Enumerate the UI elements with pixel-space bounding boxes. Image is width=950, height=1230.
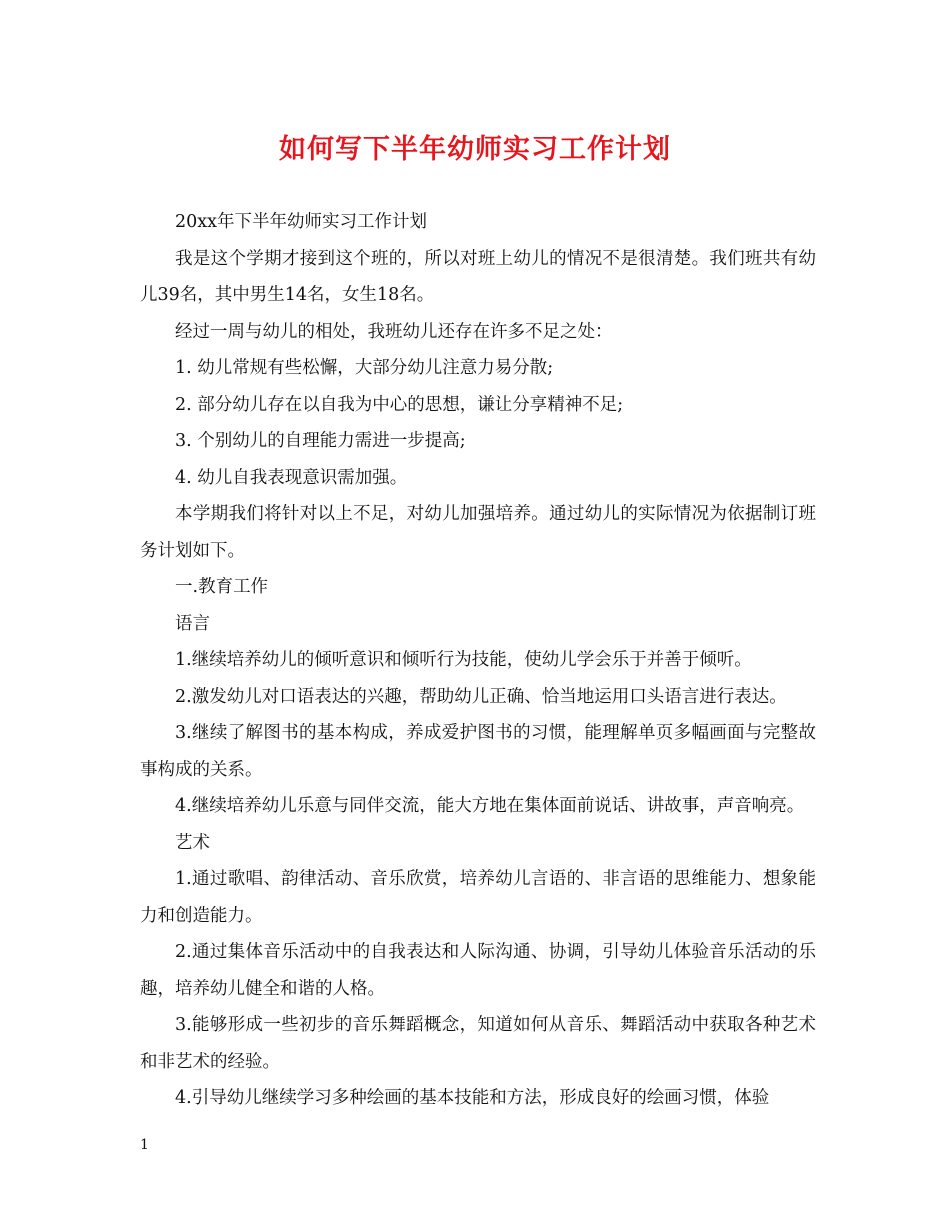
paragraph-shortcomings-intro: 经过一周与幼儿的相处，我班幼儿还存在许多不足之处： (175, 321, 613, 342)
paragraph-art-2: 2.通过集体音乐活动中的自我表达和人际沟通、协调，引导幼儿体验音乐活动的乐趣，培养幼儿健全和谐的人格。 (140, 942, 816, 999)
paragraph-plan-summary: 本学期我们将针对以上不足，对幼儿加强培养。通过幼儿的实际情况为依据制订班务计划如下。 (140, 504, 816, 561)
paragraph-art-1: 1.通过歌唱、韵律活动、音乐欣赏，培养幼儿言语的、非言语的思维能力、想象能力和创造能力。 (140, 869, 816, 926)
document-body (140, 204, 816, 1117)
paragraph-class-intro: 我是这个学期才接到这个班的，所以对班上幼儿的情况不是很清楚。我们班共有幼儿39名，其中男生14名，女生18名。 (140, 248, 816, 305)
subsection-heading-language: 语言 (175, 613, 210, 634)
paragraph-art-4: 4.引导幼儿继续学习多种绘画的基本技能和方法，形成良好的绘画习惯，体验 (175, 1088, 770, 1108)
paragraph-plan-heading: 20xx年下半年幼师实习工作计划 (175, 212, 428, 232)
paragraph-shortcoming-1: 1. 幼儿常规有些松懈，大部分幼儿注意力易分散; (175, 358, 554, 378)
document-title: 如何写下半年幼师实习工作计划 (279, 134, 671, 165)
paragraph-language-4: 4.继续培养幼儿乐意与同伴交流，能大方地在集体面前说话、讲故事，声音响亮。 (175, 796, 805, 816)
paragraph-shortcoming-3: 3. 个别幼儿的自理能力需进一步提高; (175, 431, 466, 451)
section-heading-education: 一.教育工作 (175, 577, 269, 597)
page-number: 1 (140, 1137, 149, 1153)
paragraph-shortcoming-2: 2. 部分幼儿存在以自我为中心的思想，谦让分享精神不足; (175, 394, 624, 415)
paragraph-shortcoming-4: 4. 幼儿自我表现意识需加强。 (175, 467, 408, 488)
paragraph-language-1: 1.继续培养幼儿的倾听意识和倾听行为技能，使幼儿学会乐于并善于倾听。 (175, 650, 752, 670)
paragraph-language-3: 3.继续了解图书的基本构成，养成爱护图书的习惯，能理解单页多幅画面与完整故事构成的关系。 (140, 723, 816, 780)
paragraph-language-2: 2.激发幼儿对口语表达的兴趣，帮助幼儿正确、恰当地运用口头语言进行表达。 (175, 686, 787, 707)
paragraph-art-3: 3.能够形成一些初步的音乐舞蹈概念，知道如何从音乐、舞蹈活动中获取各种艺术和非艺术的经验。 (140, 1015, 816, 1072)
subsection-heading-art: 艺术 (175, 832, 210, 853)
